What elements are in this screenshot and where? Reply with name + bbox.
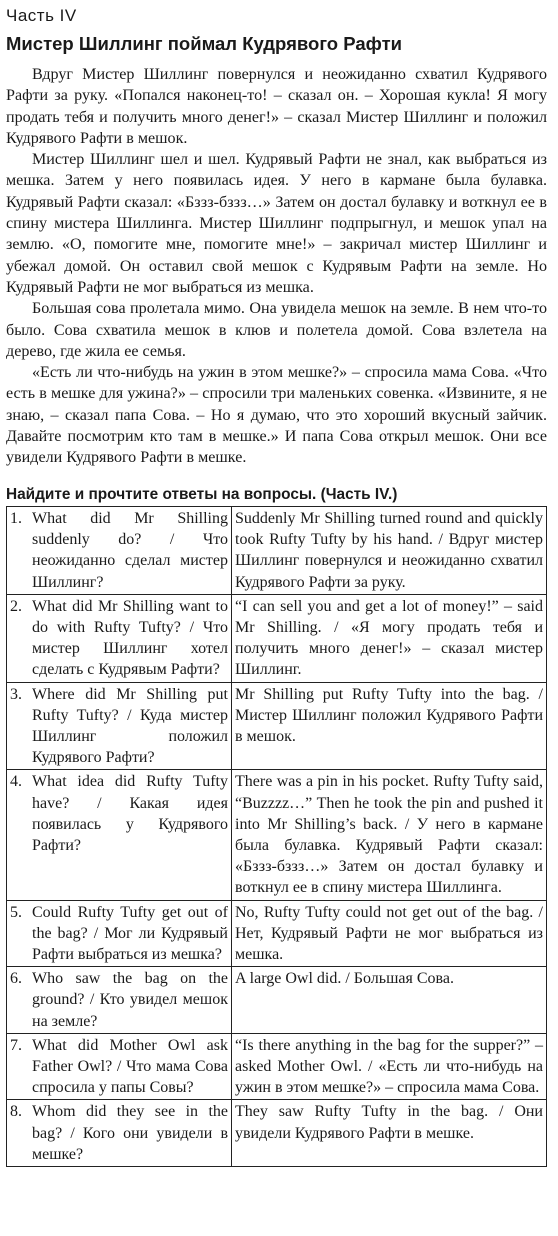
answer-cell: They saw Rufty Tufty in the bag. / Они увидели Кудрявого Рафти в мешке. [232,1100,547,1167]
answer-cell: Mr Shilling put Rufty Tufty into the bag. / Мистер Шиллинг положил Кудрявого Рафти в мешок. [232,682,547,770]
story-text [6,64,547,469]
question-text: What did Mr Shilling suddenly do? / Что неожиданно сделал мистер Шиллинг? [32,510,228,591]
answer-cell: Suddenly Mr Shilling turned round and quickly took Rufty Tufty by his hand. / Вдруг мистер Шиллинг повернулся и неожиданно схватил Кудрявого Рафти за руку. [232,507,547,595]
table-row [7,507,547,595]
question-text: What did Mr Shilling want to do with Rufty Tufty? / Что мистер Шиллинг хотел сделать с Кудрявым Рафти? [32,597,228,679]
question-number: 4. [10,773,22,791]
table-row [7,1033,547,1100]
story-paragraph: Большая сова пролетала мимо. Она увидела мешок на земле. В нем что-то было. Сова схватила мешок в клюв и полетела домой. Сова взлетела на дерево, где жила ее семья. [6,300,547,360]
table-row [7,1100,547,1167]
table-row [7,682,547,770]
answer-cell: “I can sell you and get a lot of money!” – said Mr Shilling. / «Я могу продать тебя и получить много денег!» – сказал мистер Шиллинг. [232,594,547,682]
question-cell [7,1033,232,1100]
question-number: 6. [10,970,22,988]
question-text: Where did Mr Shilling put Rufty Tufty? / Куда мистер Шиллинг положил Кудрявого Рафти? [32,685,228,767]
answer-cell: There was a pin in his pocket. Rufty Tufty said, “Buzzzz…” Then he took the pin and pushed it into Mr Shilling’s back. / У него в кармане была булавка. Кудрявый Рафти сказал: «Бззз-бззз…» Затем он достал булавку и воткнул ее в спину мистера Шиллинга. [232,770,547,900]
question-cell [7,682,232,770]
question-number: 3. [10,685,22,703]
answer-cell: No, Rufty Tufty could not get out of the bag. / Нет, Кудрявый Рафти не мог выбраться из мешка. [232,900,547,967]
questions-heading: Найдите и прочтите ответы на вопросы. (Часть IV.) [6,486,398,503]
chapter-title: Мистер Шиллинг поймал Кудрявого Рафти [6,33,402,54]
question-text: Whom did they see in the bag? / Кого они увидели в мешке? [32,1103,228,1163]
table-row [7,770,547,900]
question-number: 5. [10,903,22,921]
question-number: 1. [10,510,22,527]
question-text: Who saw the bag on the ground? / Кто увидел мешок на земле? [32,970,228,1030]
story-paragraph: «Есть ли что-нибудь на ужин в этом мешке?» – спросила мама Сова. «Что есть в мешке для ужина?» – спросили три маленьких совенка. «Извините, я не знаю, – сказал папа Сова. – Но я думаю, что это хороший вкусный зайчик. Давайте посмотрим кто там в мешке.» И папа Сова открыл мешок. Они все увидели Кудрявого Рафти в мешке. [6,364,547,467]
question-text: What did Mother Owl ask Father Owl? / Что мама Сова спросила у папы Совы? [32,1036,228,1097]
question-cell [7,594,232,682]
story-paragraph: Вдруг Мистер Шиллинг повернулся и неожиданно схватил Кудрявого Рафти за руку. «Попался наконец-то! – сказал он. – Хорошая кукла! Я могу продать тебя и получить много денег!» – сказал Мистер Шиллинг и положил Кудрявого Рафти в мешок. [6,66,547,147]
question-cell [7,900,232,967]
answer-cell: A large Owl did. / Большая Сова. [232,967,547,1034]
section-label: Часть IV [6,6,77,25]
question-number: 8. [10,1103,22,1121]
table-row [7,900,547,967]
question-text: What idea did Rufty Tufty have? / Какая идея появилась у Кудрявого Рафти? [32,773,228,855]
answer-cell: “Is there anything in the bag for the supper?” – asked Mother Owl. / «Есть ли что-нибудь на ужин в этом мешке?» – спросила мама Сова. [232,1033,547,1100]
question-cell [7,770,232,900]
question-cell [7,1100,232,1167]
question-text: Could Rufty Tufty get out of the bag? / Мог ли Кудрявый Рафти выбраться из мешка? [32,903,228,964]
question-cell [7,967,232,1034]
table-row [7,594,547,682]
table-row [7,967,547,1034]
question-number: 2. [10,597,22,615]
story-paragraph: Мистер Шиллинг шел и шел. Кудрявый Рафти не знал, как выбраться из мешка. Затем у него появилась идея. У него в кармане была булавка. Кудрявый Рафти сказал: «Бззз-бззз…» Затем он достал булавку и воткнул ее в спину мистера Шиллинга. Мистер Шиллинг подпрыгнул, и мешок упал на землю. «О, помогите мне, помогите мне!» – закричал мистер Шиллинг и убежал домой. Он оставил свой мешок с Кудрявым Рафти на земле. Но Кудрявый Рафти не мог выбраться из мешка. [6,151,547,296]
qa-table [6,506,547,1167]
question-cell [7,507,232,595]
question-number: 7. [10,1036,22,1054]
